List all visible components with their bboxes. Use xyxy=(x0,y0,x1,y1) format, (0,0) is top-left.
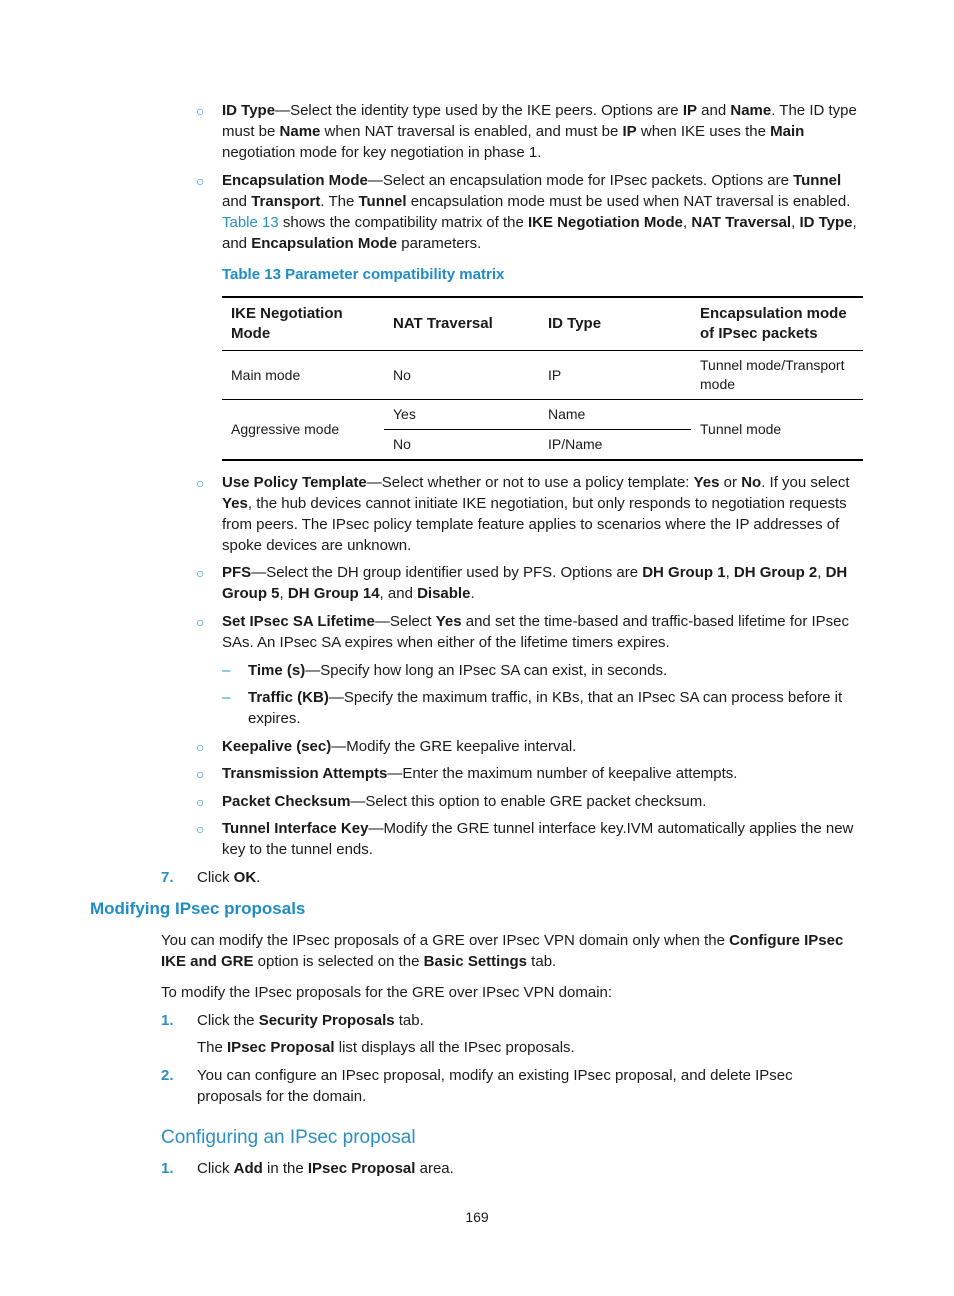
cell: Tunnel mode/Transport mode xyxy=(700,357,845,392)
list-item-use-policy-template: Use Policy Template—Select whether or not to use a policy template: Yes or No. If you select Yes, the hub devices cannot initiate IKE negotiation, but only responds to negotiation requests from peers. The IPsec policy template feature applies to scenarios where the IP addresses of spoke devices are unknown. xyxy=(222,474,850,554)
bullet-circle-icon: ○ xyxy=(196,614,205,630)
bullet-circle-icon: ○ xyxy=(196,173,205,189)
list-item-packet-checksum: Packet Checksum—Select this option to enable GRE packet checksum. xyxy=(222,793,707,810)
dash-icon: – xyxy=(222,689,231,706)
step-1-note: The IPsec Proposal list displays all the IPsec proposals. xyxy=(197,1039,575,1056)
header-ike-mode: IKE Negotiation Mode xyxy=(231,305,343,342)
bullet-circle-icon: ○ xyxy=(196,565,205,581)
list-item-traffic: Traffic (KB)—Specify the maximum traffic, in KBs, that an IPsec SA can process before it expires. xyxy=(248,689,843,727)
list-item-id-type: ID Type—Select the identity type used by the IKE peers. Options are IP and Name. The ID type must be Name when NAT traversal is enabled, and must be IP when IKE uses the Main negotiation mode for key negotiation in phase 1. xyxy=(222,102,857,161)
table-row xyxy=(222,400,863,430)
page-number: 169 xyxy=(465,1209,489,1225)
header-id-type: ID Type xyxy=(548,315,602,332)
list-item-pfs: PFS—Select the DH group identifier used by PFS. Options are DH Group 1, DH Group 2, DH Group 5, DH Group 14, and Disable. xyxy=(222,564,848,602)
list-item-keepalive: Keepalive (sec)—Modify the GRE keepalive interval. xyxy=(222,738,577,755)
step-2: You can configure an IPsec proposal, modify an existing IPsec proposal, and delete IPsec proposals for the domain. xyxy=(197,1067,793,1105)
cell: Main mode xyxy=(231,366,301,383)
step-number: 1. xyxy=(161,1160,174,1177)
bullet-circle-icon: ○ xyxy=(196,794,205,810)
subsection-step-1: Click Add in the IPsec Proposal area. xyxy=(197,1160,454,1177)
cell: Yes xyxy=(384,400,539,430)
cell: No xyxy=(393,436,411,452)
table-13-link[interactable]: Table 13 xyxy=(222,214,279,231)
header-nat: NAT Traversal xyxy=(393,315,493,332)
dash-icon: – xyxy=(222,662,231,679)
cell: Aggressive mode xyxy=(231,421,340,437)
section-heading: Modifying IPsec proposals xyxy=(90,899,306,918)
cell: No xyxy=(393,366,411,383)
step-7: Click OK. xyxy=(197,869,261,886)
section-paragraph-2: To modify the IPsec proposals for the GRE over IPsec VPN domain: xyxy=(161,984,613,1001)
table-caption: Table 13 Parameter compatibility matrix xyxy=(222,266,505,283)
bullet-circle-icon: ○ xyxy=(196,103,205,119)
cell: Name xyxy=(539,400,691,430)
list-item-encapsulation-mode: Encapsulation Mode—Select an encapsulation mode for IPsec packets. Options are Tunnel and Transport. The Tunnel encapsulation mode must be used when NAT traversal is enabled. Table 13 shows the compatibility matrix of the IKE Negotiation Mode, NAT Traversal, ID Type, and Encapsulation Mode parameters. xyxy=(222,172,857,252)
table-row xyxy=(222,351,863,400)
step-number: 7. xyxy=(161,869,174,886)
bullet-circle-icon: ○ xyxy=(196,475,205,491)
step-1: Click the Security Proposals tab. xyxy=(197,1012,424,1029)
list-item-tunnel-interface-key: Tunnel Interface Key—Modify the GRE tunnel interface key.IVM automatically applies the new key to the tunnel ends. xyxy=(222,820,854,858)
list-item-time: Time (s)—Specify how long an IPsec SA can exist, in seconds. xyxy=(248,662,668,679)
cell: Tunnel mode xyxy=(700,421,782,437)
subsection-heading: Configuring an IPsec proposal xyxy=(161,1127,416,1148)
compatibility-table xyxy=(222,296,863,461)
cell: IP xyxy=(548,366,562,383)
header-encap: Encapsulation mode of IPsec packets xyxy=(700,305,847,342)
table-header-row xyxy=(222,297,863,351)
step-number: 2. xyxy=(161,1067,174,1084)
list-item-transmission-attempts: Transmission Attempts—Enter the maximum number of keepalive attempts. xyxy=(222,765,738,782)
step-number: 1. xyxy=(161,1012,174,1029)
bullet-circle-icon: ○ xyxy=(196,821,205,837)
section-paragraph-1: You can modify the IPsec proposals of a GRE over IPsec VPN domain only when the Configure IPsec IKE and GRE option is selected on the Basic Settings tab. xyxy=(161,932,844,970)
cell: IP/Name xyxy=(548,436,603,452)
list-item-sa-lifetime: Set IPsec SA Lifetime—Select Yes and set the time-based and traffic-based lifetime for IPsec SAs. An IPsec SA expires when either of the lifetime timers expires. xyxy=(222,613,849,651)
bullet-circle-icon: ○ xyxy=(196,739,205,755)
bullet-circle-icon: ○ xyxy=(196,766,205,782)
